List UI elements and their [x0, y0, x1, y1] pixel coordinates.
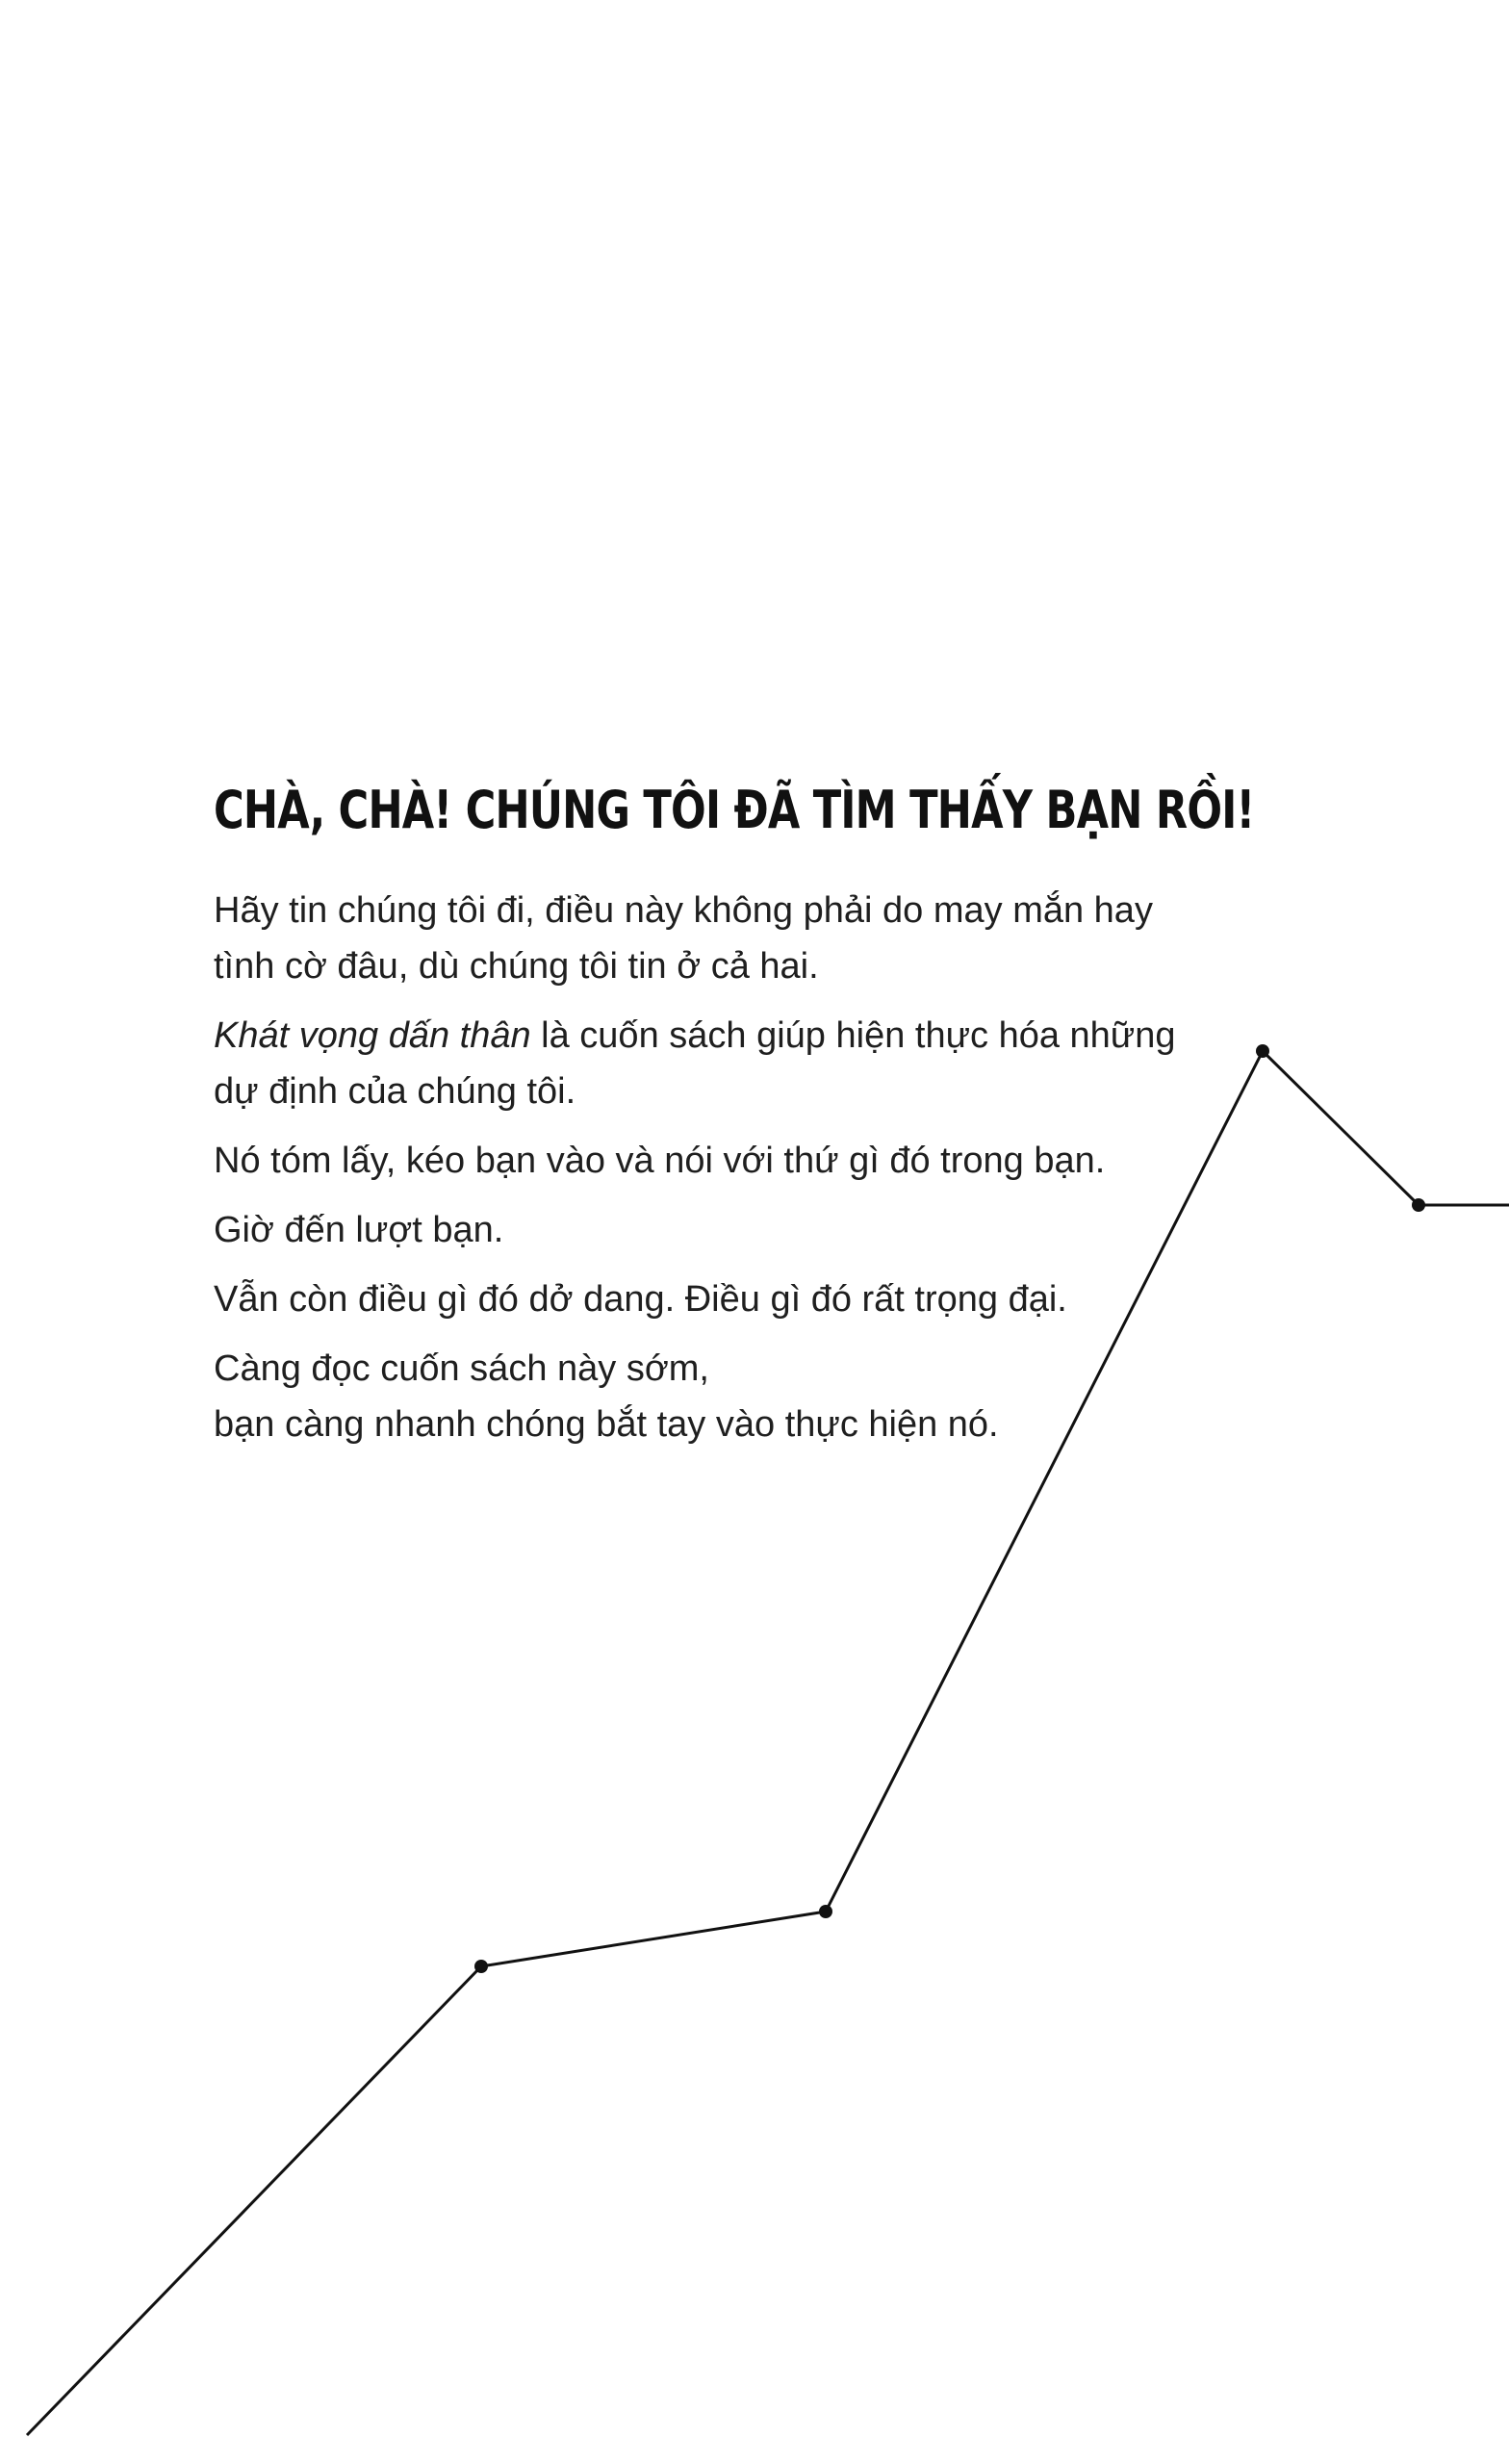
- closing-line-2: bạn càng nhanh chóng bắt tay vào thực hiện nó.: [214, 1404, 999, 1445]
- line-vertex-dot: [819, 1905, 832, 1918]
- closing-line-1: Càng đọc cuốn sách này sớm,: [214, 1348, 709, 1389]
- paragraph-intro: [214, 883, 1272, 994]
- paragraph-book: [214, 1008, 1272, 1119]
- page-text: [214, 780, 1272, 1452]
- line-vertex-dot: [1412, 1198, 1425, 1212]
- paragraph-grab: Nó tóm lấy, kéo bạn vào và nói với thứ gì đó trong bạn.: [214, 1141, 1106, 1181]
- book-line-1: là cuốn sách giúp hiện thực hóa những: [530, 1015, 1176, 1056]
- page-heading: CHÀ, CHÀ! CHÚNG TÔI ĐÃ TÌM THẤY BẠN RỒI!: [214, 780, 1255, 840]
- line-vertex-dot: [474, 1960, 488, 1973]
- intro-line-1: Hãy tin chúng tôi đi, điều này không phải do may mắn hay: [214, 890, 1153, 931]
- intro-line-2: tình cờ đâu, dù chúng tôi tin ở cả hai.: [214, 946, 819, 987]
- paragraph-closing: [214, 1341, 1272, 1452]
- paragraph-unfinished: Vẫn còn điều gì đó dở dang. Điều gì đó rất trọng đại.: [214, 1279, 1067, 1320]
- book-title: Khát vọng dấn thân: [214, 1015, 531, 1056]
- paragraph-your-turn: Giờ đến lượt bạn.: [214, 1210, 504, 1250]
- book-line-2: dự định của chúng tôi.: [214, 1071, 576, 1112]
